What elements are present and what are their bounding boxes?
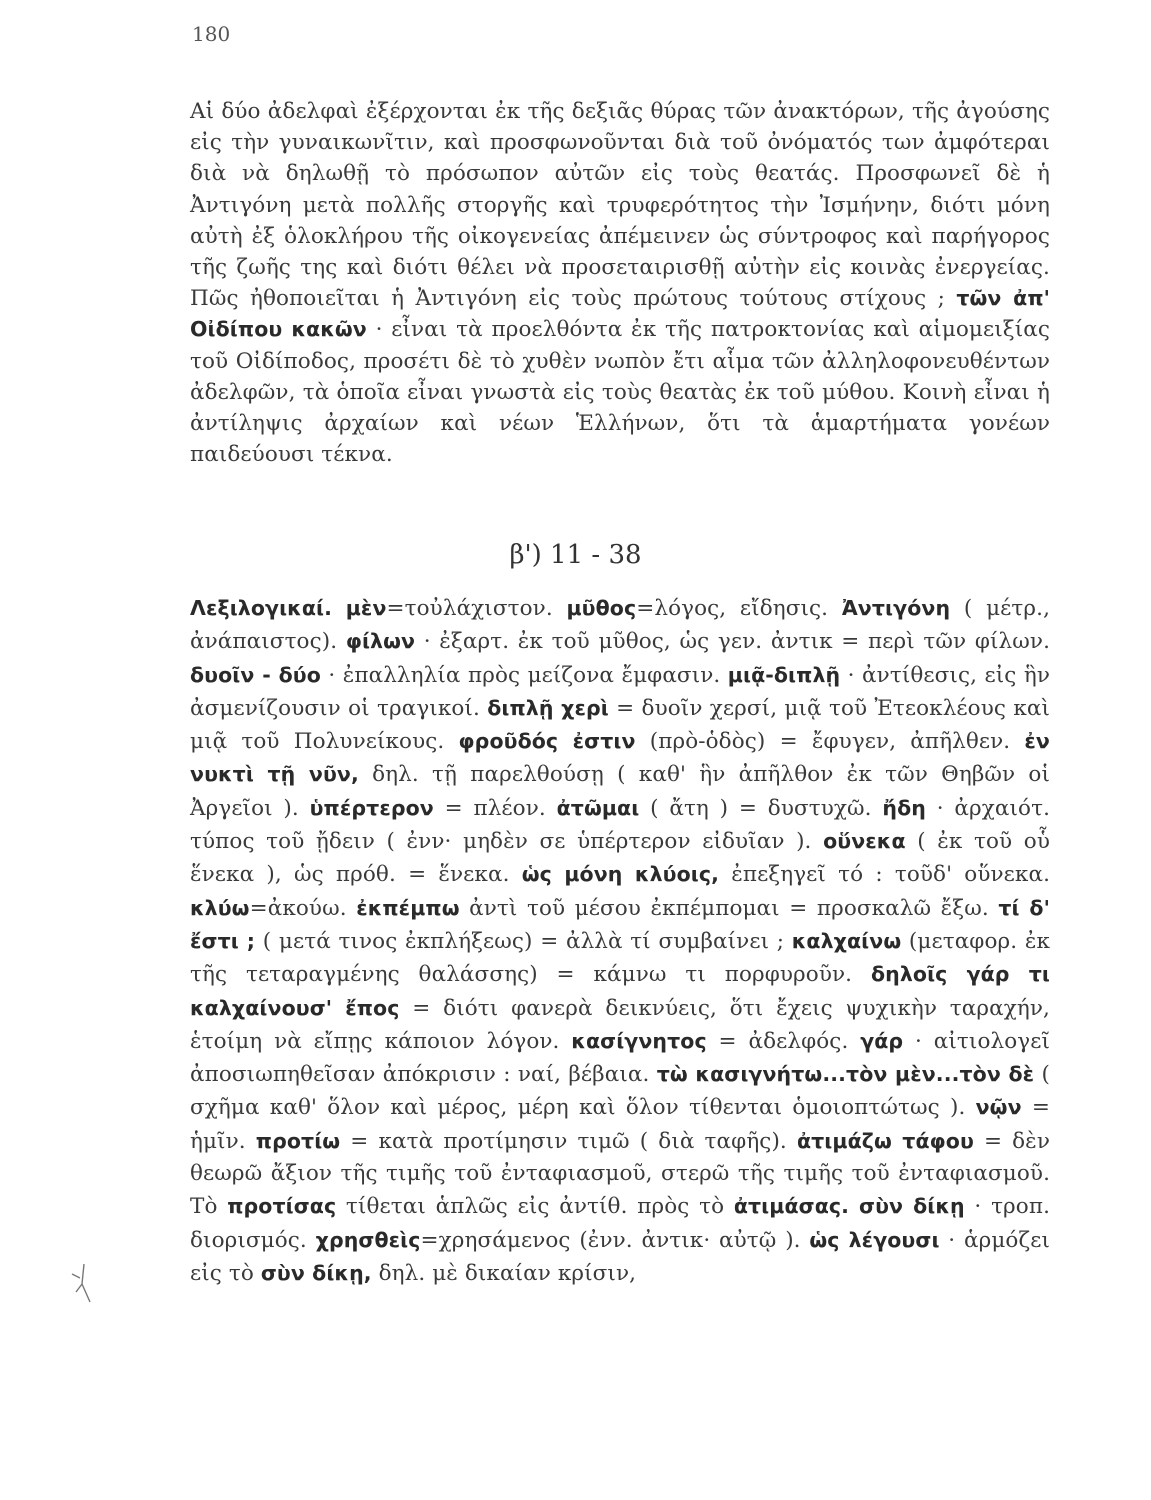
intro-paragraph xyxy=(190,96,1050,470)
note-text-run: · ἁρμόζει εἰς τὸ xyxy=(190,1227,1050,1286)
lexicon-term: ὡς μόνη κλύοις, xyxy=(521,862,720,887)
lexicon-term: κλύω xyxy=(190,895,250,920)
lexicon-term: ἐκπέμπω xyxy=(356,895,460,920)
vocabulary-notes-paragraph xyxy=(190,592,1050,1290)
lexicon-term: σὺν δίκῃ, xyxy=(260,1260,372,1285)
note-text-run: ἐπεξηγεῖ τό : τοῦδ' οὕνεκα. xyxy=(719,862,1050,888)
note-text-run: = ἀδελφός. xyxy=(706,1028,861,1054)
note-text-run: ( ἄτη ) = δυστυχῶ. xyxy=(639,795,883,821)
note-text-run: · τροπ. διορισμός. xyxy=(190,1194,1051,1253)
intro-text-run: · εἶναι τὰ προελθόντα ἐκ τῆς πατροκτονίας καὶ αἱμομειξίας τοῦ Οἰδίποδος, προσέτι δὲ τὸ χυθὲν νωπὸν ἔτι αἷμα τῶν ἀλληλοφονευθέντων ἀδελφῶν, τὰ ὁποῖα εἶναι γνωστὰ εἰς τοὺς θεατὰς ἐκ τοῦ μύθου. Κοινὴ εἶναι ἡ ἀντίληψις ἀρχαίων καὶ νέων Ἑλλήνων, ὅτι τὰ ἁμαρτήματα γονέων παιδεύουσι τέκνα. xyxy=(190,317,1051,468)
lexicon-term: γάρ xyxy=(860,1028,904,1053)
lexicon-term: τὼ κασιγνήτω...τὸν μὲν...τὸν δὲ xyxy=(656,1062,1035,1087)
lexicon-term: μῦθος xyxy=(566,596,637,620)
lexicon-term: φίλων xyxy=(345,629,416,654)
note-text-run: (πρὸ-ὁδὸς) = ἔφυγεν, ἀπῆλθεν. xyxy=(635,729,1025,755)
note-text-run: ( μετά τινος ἐκπλήξεως) = ἀλλὰ τί συμβαίνει ; xyxy=(255,928,792,954)
note-text-run: δηλ. μὲ δικαίαν κρίσιν, xyxy=(371,1260,637,1286)
lexicon-term: δυοῖν - δύο xyxy=(190,662,321,687)
lexicon-term: μιᾷ-διπλῇ xyxy=(727,662,841,687)
lexicon-term: ὡς λέγουσι xyxy=(809,1227,940,1252)
lexicon-term: νῷν xyxy=(975,1095,1022,1120)
lexicon-term: προτίω xyxy=(255,1128,341,1153)
page-number: 180 xyxy=(192,22,231,46)
note-text-run: · ἐπαλληλία πρὸς μείζονα ἔμφασιν. xyxy=(320,662,728,688)
lexicon-term: προτίσας xyxy=(227,1194,337,1219)
lexicon-term: Ἀντιγόνη xyxy=(841,596,951,620)
note-text-run: = δυοῖν χερσί, μιᾷ τοῦ Ἐτεοκλέους καὶ μιᾷ τοῦ Πολυνείκους. xyxy=(190,695,1050,755)
lexicon-term: ἀτιμάζω τάφου xyxy=(796,1128,974,1153)
note-text-run xyxy=(332,596,346,621)
note-text-run: =τοὐλάχιστον. xyxy=(386,596,567,621)
lexicon-term: δηλοῖς γάρ τι καλχαίνουσ' ἔπος xyxy=(190,962,1050,1020)
note-text-run: τίθεται ἁπλῶς εἰς ἀντίθ. πρὸς τὸ xyxy=(336,1194,734,1220)
note-text-run: ( μέτρ., ἀνάπαιστος). xyxy=(190,596,1051,655)
note-text-run: =λόγος, εἴδησις. xyxy=(636,596,842,621)
note-text-run: · αἰτιολογεῖ ἀποσιωπηθεῖσαν ἀπόκρισιν : ναί, βέβαια. xyxy=(190,1028,1050,1088)
lexicon-term: ἐν νυκτὶ τῇ νῦν, xyxy=(190,729,1050,787)
note-text-run: = ἡμῖν. xyxy=(190,1095,1050,1154)
note-text-run: = δὲν θεωρῶ ἄξιον τῆς τιμῆς τοῦ ἐνταφιασμοῦ, στερῶ τῆς τιμῆς τοῦ ἐνταφιασμοῦ. Τὸ xyxy=(190,1128,1050,1220)
note-text-run: · ἐξαρτ. ἐκ τοῦ μῦθος, ὡς γεν. ἀντικ = περὶ τῶν φίλων. xyxy=(415,629,1051,655)
lexicon-term: ἀτιμάσας. σὺν δίκῃ xyxy=(733,1194,965,1219)
lexicon-term: Λεξιλογικαί. xyxy=(190,596,333,620)
note-text-run: ἀντὶ τοῦ μέσου ἐκπέμπομαι = προσκαλῶ ἔξω. xyxy=(459,895,999,921)
lexicon-term: ἤδη xyxy=(882,795,926,820)
note-text-run: ( ἐκ τοῦ οὗ ἕνεκα ), ὡς πρόθ. = ἕνεκα. xyxy=(190,829,1051,888)
lexicon-term: χρησθεὶς xyxy=(315,1227,421,1252)
note-text-run: =χρησάμενος (ἐνν. ἀντικ· αὐτῷ ). xyxy=(420,1227,810,1253)
lexicon-term: ὑπέρτερον xyxy=(309,795,434,820)
note-text-run: δηλ. τῇ παρελθούσῃ ( καθ' ἣν ἀπῆλθον ἐκ τῶν Θηβῶν οἱ Ἀργεῖοι ). xyxy=(190,762,1050,821)
margin-pencil-mark xyxy=(70,1262,96,1310)
lexicon-term: μὲν xyxy=(345,596,387,620)
lexicon-term: ἀτῶμαι xyxy=(556,795,640,820)
intro-bold-term: τῶν ἀπ' Οἰδίπου κακῶν xyxy=(190,286,1051,342)
lexicon-term: οὕνεκα xyxy=(823,829,906,854)
intro-text-run: Αἱ δύο ἀδελφαὶ ἐξέρχονται ἐκ τῆς δεξιᾶς θύρας τῶν ἀνακτόρων, τῆς ἀγούσης εἰς τὴν γυναικωνῖτιν, καὶ προσφωνοῦνται διὰ τοῦ ὀνόματός των ἀμφότεραι διὰ νὰ δηλωθῇ τὸ πρόσωπον αὐτῶν εἰς τοὺς θεατάς. Προσφωνεῖ δὲ ἡ Ἀντιγόνη μετὰ πολλῆς στοργῆς καὶ τρυφερότητος τὴν Ἰσμήνην, διότι μόνη αὐτὴ ἐξ ὁλοκλήρου τῆς οἰκογενείας ἀπέμεινεν ὡς σύντροφος καὶ παρήγορος τῆς ζωῆς της καὶ διότι θέλει νὰ προσεταιρισθῇ αὐτὴν εἰς κοινὰς ἐνεργείας. Πῶς ἠθοποιεῖται ἡ Ἀντιγόνη εἰς τοὺς πρώτους τούτους στίχους ; xyxy=(190,99,1050,312)
lexicon-term: διπλῇ χερὶ xyxy=(487,695,609,720)
note-text-run: =ἀκούω. xyxy=(249,895,357,921)
note-text-run: = κατὰ προτίμησιν τιμῶ ( διὰ ταφῆς). xyxy=(340,1128,797,1154)
lexicon-term: τί δ' ἔστι ; xyxy=(190,895,1050,953)
lexicon-term: καλχαίνω xyxy=(791,928,902,953)
lexicon-term: φροῦδός ἐστιν xyxy=(458,729,636,754)
note-text-run: (μεταφορ. ἐκ τῆς τεταραγμένης θαλάσσης) = κάμνω τι πορφυροῦν. xyxy=(190,928,1051,988)
note-text-run: = πλέον. xyxy=(433,795,557,821)
note-text-run: = διότι φανερὰ δεικνύεις, ὅτι ἔχεις ψυχικὴν ταραχήν, ἑτοίμη νὰ εἴπῃς κάποιον λόγον. xyxy=(190,995,1050,1054)
note-text-run: · ἀντίθεσις, εἰς ἣν ἀσμενίζουσιν οἱ τραγικοί. xyxy=(190,662,1050,721)
note-text-run: · ἀρχαιότ. τύπος τοῦ ᾔδειν ( ἐνν· μηδὲν σε ὑπέρτερον εἰδυῖαν ). xyxy=(190,795,1050,855)
note-text-run: ( σχῆμα καθ' ὅλον καὶ μέρος, μέρη καὶ ὅλον τίθενται ὁμοιοπτώτως ). xyxy=(190,1062,1050,1121)
lexicon-term: κασίγνητος xyxy=(571,1028,707,1053)
section-heading: β') 11 - 38 xyxy=(509,540,642,570)
